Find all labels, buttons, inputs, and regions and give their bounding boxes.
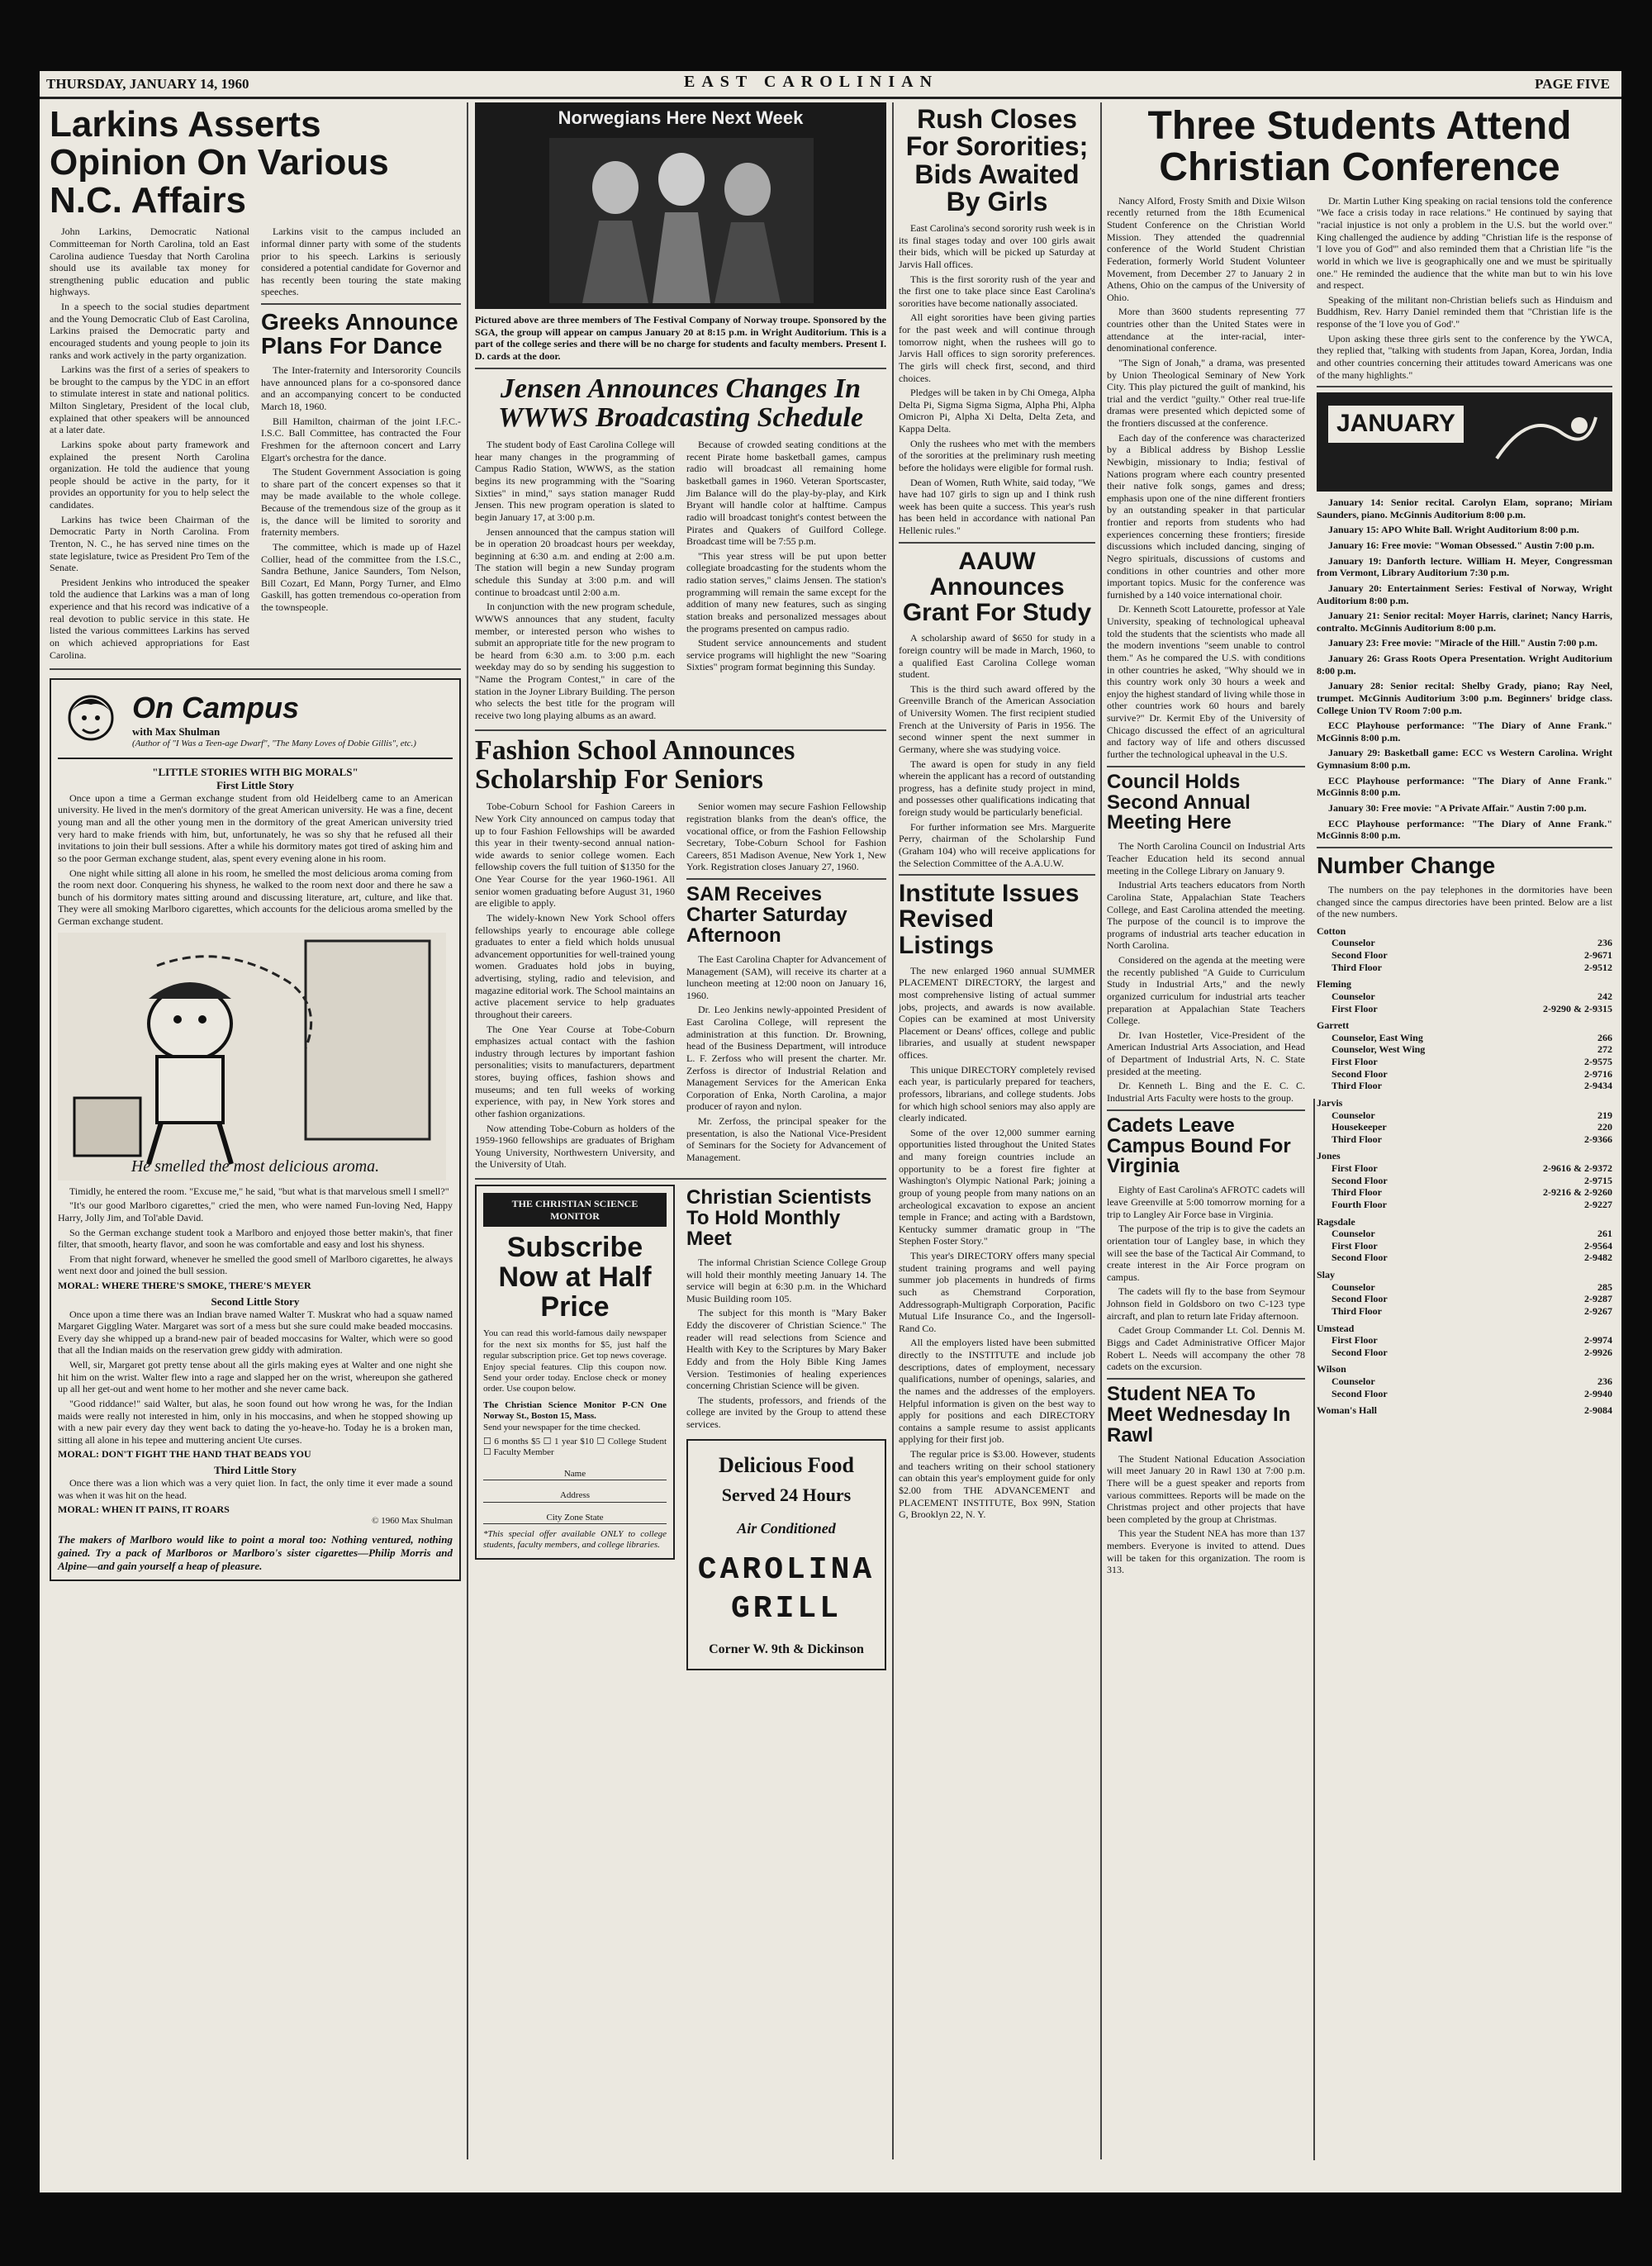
- greeks-paragraph: The committee, which is made up of Hazel Collier, head of the committee from the I.S.C., Sandra Bethune, Janice Saunders, Tom Nelson, Bill Cozart, Ed Mann, Porgy Turner, and Elmo Gaskill, has gotten tremendous co-operation from the townspeople.: [261, 540, 461, 614]
- phone-row: [1317, 1305, 1612, 1318]
- masthead-name: EAST CAROLINIAN: [684, 73, 939, 91]
- greeks-paragraph: The Inter-fraternity and Intersorority Councils have announced plans for a co-sponsored dance and an accompanying concert to be conducted March 18, 1960.: [261, 364, 461, 413]
- phone-location: Counselor: [1332, 1375, 1375, 1388]
- phone-number: 236: [1597, 1375, 1612, 1388]
- phone-number: 236: [1597, 937, 1612, 949]
- nea-headline: Student NEA To Meet Wednesday In Rawl: [1107, 1382, 1291, 1447]
- aauw-paragraph: This is the third such award offered by the Greenville Branch of the American Association of University Women. The first recipient studied French at the University of Paris in 1956. The second winner spent the next summer in Germany, where she was studying voice.: [899, 682, 1095, 755]
- calendar-item: January 21: Senior recital: Moyer Harris, clarinet; Nancy Harris, contralto. McGinnis Auditorium 8:00 p.m.: [1317, 610, 1612, 634]
- monitor-ad: [475, 1185, 675, 1560]
- phone-location: Third Floor: [1332, 1186, 1383, 1199]
- phone-location: Second Floor: [1332, 1252, 1388, 1264]
- phone-location: First Floor: [1332, 1162, 1378, 1175]
- phone-number: 2-9575: [1584, 1056, 1612, 1068]
- fashion-headline: Fashion School Announces Scholarship For Seniors: [475, 734, 795, 795]
- calendar-item: January 26: Grass Roots Opera Presentation. Wright Auditorium 8:00 p.m.: [1317, 653, 1612, 677]
- cadets-headline: Cadets Leave Campus Bound For Virginia: [1107, 1114, 1291, 1178]
- story-paragraph: Once upon a time there was an Indian brave named Walter T. Muskrat who had a squaw named Margaret Giggling Water. Margaret was sort of a mess but she sure could make beaded moccasins. Every day she whipped up a brand-new pair of beaded moccasins for Walter, which were so good that all the Indian maids on the reservation grew giddy with admiration.: [58, 1308, 453, 1356]
- phone-number: 2-9434: [1584, 1080, 1612, 1092]
- conference-paragraph: Upon asking these three girls sent to the conference by the YWCA, they replied that, "talking with students from Japan, Korea, Jordan, India and other countries concerning their attitudes toward Americans was one of the many highlights.": [1317, 332, 1612, 381]
- calendar-decoration-icon: [1488, 401, 1604, 483]
- womans-hall-label: Woman's Hall: [1317, 1404, 1378, 1417]
- number-change-intro: The numbers on the pay telephones in the dormitories have been changed since the campus directories have been printed. Below are a list of the new numbers.: [1317, 883, 1612, 920]
- phone-row: [1317, 1121, 1612, 1133]
- calendar-item: January 23: Free movie: "Miracle of the Hill." Austin 7:00 p.m.: [1328, 637, 1598, 649]
- phone-row: [1317, 1068, 1612, 1081]
- phone-row: [1317, 1199, 1612, 1211]
- story-series-title: "LITTLE STORIES WITH BIG MORALS": [152, 766, 358, 779]
- phone-number: 2-9227: [1584, 1198, 1612, 1210]
- moral-1: MORAL: WHERE THERE'S SMOKE, THERE'S MEYER: [58, 1280, 311, 1292]
- greeks-paragraph: Bill Hamilton, chairman of the joint I.F.C.-I.S.C. Ball Committee, has contracted the Four Freshmen for the afternoon concert and Larry Elgart's orchestra for the dance.: [261, 415, 461, 463]
- conference-paragraph: Dr. Martin Luther King speaking on racial tensions told the conference "We face a crisis today in race relations." He continued by saying that "racial injustice is not only a problem in the U.S. but the world over." King challenged the audience by adding "Christian life is the response of 'I love you of God'" and also reminded them that a Christian life "is the world in which we live is geographically one and we must be spiritually one." He reminded the audience that the white man but to win his love and respect.: [1317, 194, 1612, 292]
- phone-location: Counselor: [1332, 990, 1375, 1002]
- phone-number: 285: [1597, 1280, 1612, 1293]
- phone-number: 2-9715: [1584, 1174, 1612, 1186]
- phone-number: 272: [1597, 1043, 1612, 1056]
- institute-paragraph: This year's DIRECTORY offers many special student training programs and well paying summer job placements in hundreds of firms such as Chemstrand Corporation, Addressograph-Multigraph Corporation, Pacific Mutual Life Insurance Co., and the Ingersoll-Rand Co.: [899, 1250, 1095, 1334]
- phone-row: [1317, 1388, 1612, 1400]
- institute-paragraph: The new enlarged 1960 annual SUMMER PLACEMENT DIRECTORY, the largest and most comprehensive listing of actual summer jobs, projects, and awards is now available. Copies can be examined at most University Placement or Deans' offices, college and public libraries, and usually at student newspaper offices.: [899, 964, 1095, 1062]
- fashion-paragraph: The widely-known New York School offers fellowships yearly to encourage able college graduates to enter a field which holds unusual advancement opportunities for well-trained young women. Graduates hold jobs in buying, advertising, styling, radio and television, and magazine editorial work. The School maintains an active placement service to help graduates throughout their careers.: [475, 911, 675, 1020]
- calendar-item: January 15: APO White Ball. Wright Auditorium 8:00 p.m.: [1328, 524, 1579, 536]
- phone-row: [1317, 1080, 1612, 1092]
- christian-science-headline: Christian Scientists To Hold Monthly Meet: [686, 1186, 872, 1250]
- cartoon-caption: He smelled the most delicious aroma.: [131, 1157, 380, 1176]
- on-campus-title: On Campus: [132, 690, 300, 724]
- phone-number: 219: [1597, 1109, 1612, 1121]
- phone-row: [1317, 949, 1612, 962]
- phone-row: [1317, 1056, 1612, 1068]
- monitor-options[interactable]: ☐ 6 months $5 ☐ 1 year $10 ☐ College Student ☐ Faculty Member: [483, 1437, 667, 1458]
- aauw-paragraph: For further information see Mrs. Marguerite Perry, chairman of the Scholarship Fund (Graham 104) who will receive applications for the Selection Committee of the A.A.U.W.: [899, 820, 1095, 869]
- masthead-date: THURSDAY, JANUARY 14, 1960: [46, 76, 249, 92]
- council-headline: Council Holds Second Annual Meeting Here: [1107, 770, 1251, 834]
- phone-location: Third Floor: [1332, 1304, 1383, 1317]
- grill-name1: CAROLINA: [697, 1552, 876, 1589]
- copyright: © 1960 Max Shulman: [372, 1515, 453, 1526]
- column-rule: [892, 102, 894, 2159]
- phone-row: [1317, 1109, 1612, 1122]
- calendar-item: January 28: Senior recital: Shelby Grady, piano; Ray Neel, trumpet. McGinnis Auditorium 3:00 p.m. Beginners' bridge class. College Union TV Room 7:00 p.m.: [1317, 680, 1612, 716]
- phone-row: [1317, 1162, 1612, 1175]
- rush-paragraph: This is the first sorority rush of the year and the first one to take place since East Carolina's sororities have become nationally associated.: [899, 273, 1095, 309]
- column-center: [475, 102, 886, 2168]
- norwegian-dancers-image-icon: [475, 130, 886, 303]
- phone-location: Counselor, West Wing: [1332, 1043, 1426, 1056]
- phone-number: 220: [1597, 1121, 1612, 1133]
- calendar-list: [1317, 496, 1612, 842]
- masthead-page: PAGE FIVE: [1535, 76, 1610, 92]
- phone-number: 2-9671: [1584, 949, 1612, 962]
- phone-row: [1317, 1043, 1612, 1056]
- jensen-headline: Jensen Announces Changes In WWWS Broadcasting Schedule: [497, 373, 864, 433]
- calendar-item: ECC Playhouse performance: "The Diary of Anne Frank." McGinnis 8:00 p.m.: [1317, 774, 1612, 799]
- monitor-body: You can read this world-famous daily newspaper for the next six months for $5, just half the regular subscription price. Get top news coverage. Enjoy special features. Clip this coupon now. Send your order today. Enclose check or money order. Use coupon below.: [483, 1328, 667, 1394]
- grill-line2: Served 24 Hours: [721, 1485, 852, 1506]
- column-rule: [1100, 102, 1102, 2159]
- phone-location: Second Floor: [1332, 1346, 1388, 1358]
- greeks-paragraph: The Student Government Association is going to share part of the concert expenses so that it may be made available to the whole college. Because of the tremendous size of the group as it is, the dance will be limited to sorority and fraternity members.: [261, 466, 461, 539]
- phone-location: Counselor: [1332, 1280, 1375, 1293]
- jensen-paragraph: "This year stress will be put upon better collegiate broadcasting for the students whom the radio station serves," claims Jensen. The station's programming will remain the same except for the addition of many new features, such as singing station breaks and personalized messages about the programs presented on campus radio.: [686, 549, 886, 634]
- nea-paragraph: The Student National Education Association will meet January 20 in Rawl 130 at 7:00 p.m. There will be a guest speaker and reports from various committees. Reports will be made on the Christmas project and other projects that have been completed by the group at Christmas.: [1107, 1452, 1305, 1525]
- calendar-item: January 16: Free movie: "Woman Obsessed." Austin 7:00 p.m.: [1328, 539, 1595, 552]
- conference-paragraph: Dr. Kenneth Scott Latourette, professor at Yale University, speaking of technological upheaval told the students that the scientists who made all the modern inventions "seem unable to control them." As he compared the U.S. with conditions in other countries he asked, "Why should we in this country work only 30 hours a week and enjoy the highest standard of living while those in other countries work 60 hours and barely survive?" Dr. Kermit Eby of the University of Chicago discussed the effect of an agricultural and factory way of life and others discussed further the technological upheaval in the U.S.: [1107, 603, 1305, 760]
- story-paragraph: Timidly, he entered the room. "Excuse me," he said, "but what is that marvelous smell I smell?": [69, 1185, 449, 1197]
- marlboro-footer: The makers of Marlboro would like to point a moral too: Nothing ventured, nothing gained. Try a pack of Marlboros or Marlboro's sister cigarettes—Philip Morris and Alpine—and gain yourself a heap of pleasure.: [58, 1533, 453, 1572]
- monitor-send: Send your newspaper for the time checked.: [483, 1422, 641, 1432]
- calendar-item: January 14: Senior recital. Carolyn Elam, soprano; Miriam Saunders, piano. McGinnis Auditorium 8:00 p.m.: [1317, 496, 1612, 520]
- dorm-name: Fleming: [1317, 978, 1351, 990]
- phone-location: Third Floor: [1332, 1080, 1383, 1092]
- council-paragraph: Industrial Arts teachers educators from North Carolina State, Appalachian State Teachers College, and East Carolina attended the meeting. The purpose of the council is to improve the programs of industrial arts teacher education in North Carolina.: [1107, 879, 1305, 952]
- story-paragraph: Well, sir, Margaret got pretty tense about all the girls making eyes at Walter and one night she hit him on the wrist. Walter flew into a rage and slapped her on the wrist, whereupon she gathered up all her get-out and went home to her mother and she never came back.: [58, 1359, 453, 1395]
- rush-paragraph: Dean of Women, Ruth White, said today, "We have had 107 girls to sign up and I think rush week has been quite a success. This year's rush has been held in accordance with national Pan Hellenic rules.": [899, 476, 1095, 537]
- cs-paragraph: The students, professors, and friends of the college are invited by the Group to attend these services.: [686, 1394, 886, 1431]
- rush-paragraph: East Carolina's second sorority rush week is in its final stages today and over 100 girls await their bids, which will be picked up Saturday at Jarvis Hall offices.: [899, 222, 1095, 270]
- phone-row: [1317, 1175, 1612, 1187]
- institute-paragraph: All the employers listed have been submitted directly to the INSTITUTE and include job descriptions, dates of employment, necessary qualifications, number of openings, salaries, and the names and the addresses of the employers. Helpful information is given on the best way to apply for positions and each DIRECTORY contains a sample resume to assist applicants applying for their first job.: [899, 1337, 1095, 1446]
- phone-number: 2-9512: [1584, 961, 1612, 973]
- sam-paragraph: Mr. Zerfoss, the principal speaker for the presentation, is also the National Vice-President of Seminars for the Society for Advancement of Management.: [686, 1115, 886, 1163]
- council-paragraph: The North Carolina Council on Industrial Arts Teacher Education held its second annual meeting in the College Library on January 9.: [1107, 840, 1305, 876]
- phone-location: Fourth Floor: [1332, 1198, 1387, 1210]
- larkins-article: [50, 106, 461, 663]
- rush-headline: Rush Closes For Sororities; Bids Awaited By Girls: [905, 104, 1089, 216]
- phone-location: Counselor: [1332, 1109, 1375, 1121]
- larkins-paragraph: President Jenkins who introduced the speaker told the audience that Larkins was a man of long experience and that his record was indicative of a real devotion to public service in this state. He listed the various committees Larkins has served on which achieved appropriations for East Carolina.: [50, 576, 249, 661]
- phone-number: 261: [1597, 1228, 1612, 1240]
- calendar-item: ECC Playhouse performance: "The Diary of Anne Frank." McGinnis 8:00 p.m.: [1317, 720, 1612, 743]
- phone-number: 2-9366: [1584, 1133, 1612, 1145]
- grill-address: Corner W. 9th & Dickinson: [709, 1641, 864, 1656]
- dorm-name: Jones: [1317, 1150, 1341, 1162]
- fashion-paragraph: Senior women may secure Fashion Fellowship registration blanks from the dean's office, the vocational office, or from the Fashion Fellowship Secretary, Tobe-Coburn School for Fashion Careers, 851 Madison Avenue, New York 1, New York. Registration closes January 27, 1960.: [686, 800, 886, 873]
- conference-paragraph: Each day of the conference was characterized by a Biblical address by Bishop Lesslie Newbigin, missionary to India; festival of Nations program where each country presented their native folk songs, games and dress; emphasis upon one of the nine different frontiers by an outstanding speaker in that particular frontier and reports from students who had experiences concerning these frontiers; fireside discussions which included dancing, singing of Negro spirituals, discussions of customs and conditions in other countries and other more important topics. Music for the conference was furnished by a 140 voice international choir.: [1107, 431, 1305, 601]
- womans-hall-row: [1317, 1404, 1612, 1417]
- grill-name2: GRILL: [730, 1590, 843, 1627]
- larkins-paragraph: Larkins has twice been Chairman of the Democratic Party in North Carolina. From Trenton, N. C., he has served nine times on the state legislature, twice as President Pro Tem of the Senate.: [50, 513, 249, 574]
- dorm-name: Jarvis: [1317, 1096, 1343, 1109]
- phone-number: 2-9267: [1584, 1304, 1612, 1317]
- norwegians-caption: Pictured above are three members of The Festival Company of Norway troupe. Sponsored by the SGA, the group will appear on campus January 20 at 8:15 p.m. in Wright Auditorium. This is a part of the college series and there will be no charge for students and faculty members. Present I. D. cards at the door.: [475, 314, 886, 362]
- cadets-paragraph: Cadet Group Commander Lt. Col. Dennis M. Biggs and Cadet Administrative Officer Major Robert L. Needs will accompany the other 78 cadets on the excursion.: [1107, 1324, 1305, 1373]
- sam-headline: SAM Receives Charter Saturday Afternoon: [686, 883, 847, 947]
- norwegians-headline: Norwegians Here Next Week: [558, 107, 804, 128]
- phone-location: Second Floor: [1332, 1387, 1388, 1399]
- cadets-paragraph: Eighty of East Carolina's AFROTC cadets will leave Greenville at 5:00 tomorrow morning for a trip to Langley Air Force base in Virginia.: [1107, 1184, 1305, 1220]
- larkins-paragraph: Larkins spoke about party framework and explained the present North Carolina organization. He told the audience that young people should be active in the party, for it provides an opportunity for you to help select the candidates.: [50, 438, 249, 511]
- grill-line3: Air Conditioned: [737, 1520, 836, 1537]
- masthead: [40, 71, 1621, 99]
- fashion-paragraph: Now attending Tobe-Coburn as holders of the 1959-1960 fellowships are graduates of Brigham Young University, Northwestern University, and the University of Utah.: [475, 1122, 675, 1171]
- phone-location: Second Floor: [1332, 1174, 1388, 1186]
- cs-paragraph: The informal Christian Science College Group will hold their monthly meeting January 14. The service will begin at 6:30 p.m. in the Whichard Music Building room 105.: [686, 1256, 886, 1304]
- grill-line1: Delicious Food: [719, 1452, 854, 1477]
- column-left: [50, 102, 461, 2168]
- column-center-right: [899, 102, 1095, 2168]
- conference-paragraph: Nancy Alford, Frosty Smith and Dixie Wilson recently returned from the 18th Ecumenical Student Conference on the Christian World Mission. They attended the quadrennial conference of the World Student Christian Federation, formerly World Student Volunteer Movement, from December 27 to January 2 in Athens, Ohio on the campus of the University of Ohio.: [1107, 194, 1305, 303]
- monitor-headline: Subscribe Now at Half Price: [498, 1232, 652, 1323]
- phone-row: [1317, 1293, 1612, 1305]
- column-rule: [467, 102, 468, 2159]
- phone-row: [1317, 1186, 1612, 1199]
- on-campus-byline: (Author of "I Was a Teen-age Dwarf", "The Many Loves of Dobie Gillis", etc.): [132, 739, 416, 749]
- phone-number: 2-9287: [1584, 1293, 1612, 1305]
- cartoon-drawing-icon: [58, 933, 446, 1181]
- nea-paragraph: This year the Student NEA has more than 137 members. Everyone is invited to attend. Dues will be taken for this organization. The room is 313.: [1107, 1527, 1305, 1576]
- phone-row: [1317, 1133, 1612, 1146]
- calendar-item: January 19: Danforth lecture. William H. Meyer, Congressman from Vermont, Library Auditorium 7:30 p.m.: [1317, 554, 1612, 579]
- calendar-item: January 29: Basketball game: ECC vs Western Carolina. Wright Gymnasium 8:00 p.m.: [1317, 747, 1612, 772]
- calendar-item: January 20: Entertainment Series: Festival of Norway, Wright Auditorium 8:00 p.m.: [1317, 582, 1612, 606]
- jensen-paragraph: The student body of East Carolina College will hear many changes in the programming of Campus Radio Station, WWWS, as the station begins its new programming with the "Soaring Sixties" in mind," says station manager Rudd Jensen. This new program operation is slated to begin January 17, at 3:00 p.m.: [475, 439, 675, 523]
- phone-location: First Floor: [1332, 1239, 1378, 1252]
- phone-number: 2-9716: [1584, 1067, 1612, 1080]
- phone-location: Second Floor: [1332, 949, 1388, 962]
- council-paragraph: Dr. Ivan Hostetler, Vice-President of the American Industrial Arts Association, and Head of Department of Industrial Arts, N. C. State presided at the meeting.: [1107, 1028, 1305, 1077]
- coupon-field-city[interactable]: City Zone State: [483, 1513, 667, 1524]
- story-paragraph: Once upon a time a German exchange student from old Heidelberg came to an American university. He lived in the men's dormitory of the great American university. He was a fine, decent young man and all the other young men in the dormitory of the great American university tried very hard to make friends with him, but, unfortunately, he was so shy that he refused all their invitations to join their bull sessions. After a while his dormitory mates got tired of asking him and so the poor German exchange student, alas, spent every evening alone in his room.: [58, 791, 453, 864]
- phone-row: [1317, 1281, 1612, 1294]
- jensen-paragraph: Because of crowded seating conditions at the recent Pirate home basketball games, campus radio will broadcast all remaining home basketball games in 1960. Veteran Sportscaster, Jim Balance will do the play-by-play, and Kirk Bryant will handle color at halftime. Campus radio will broadcast tonight's contest between the Pirates and Quakers of Guilford College. Broadcast time will be 7:55 p.m.: [686, 439, 886, 548]
- monitor-address: The Christian Science Monitor P-CN One Norway St., Boston 15, Mass.: [483, 1399, 667, 1422]
- column-right: [1107, 102, 1612, 2168]
- phone-number: 2-9564: [1584, 1239, 1612, 1252]
- rush-paragraph: All eight sororities have been giving parties for the past week and will continue through tomorrow night, when the rushees will go to Jarvis Hall offices to sign sorority preferences. The girls will check first, second, and third choices.: [899, 311, 1095, 384]
- cadets-paragraph: The purpose of the trip is to give the cadets an orientation tour of Langley base, in which they will see the base of the Tactical Air Command, to create interest in the Air Force program on campus.: [1107, 1223, 1305, 1283]
- phone-row: [1317, 990, 1612, 1003]
- three-students-headline: Three Students Attend Christian Conference: [1147, 104, 1572, 189]
- phone-row: [1317, 1252, 1612, 1264]
- on-campus-with: with Max Shulman: [132, 725, 221, 739]
- monitor-note: *This special offer available ONLY to college students, faculty members, and college libraries.: [483, 1529, 667, 1551]
- conference-paragraph: More than 3600 students representing 77 countries other than the United States were in attendance at the inter-racial, inter-denominational conference.: [1107, 306, 1305, 354]
- fashion-paragraph: The One Year Course at Tobe-Coburn emphasizes actual contact with the fashion industry through lectures by important fashion personalities; visits to manufacturers, department stores, buying offices, fashion shows and museums; and ten full weeks of working experience, with pay, in New York stores and other fashion organizations.: [475, 1023, 675, 1119]
- greeks-headline: Greeks Announce Plans For Dance: [261, 309, 458, 359]
- story-paragraph: So the German exchange student took a Marlboro and enjoyed those better makin's, that finer filter, that smooth, hearty flavor, and soon he was comfortable and easy and lost his shyness.: [58, 1226, 453, 1251]
- phone-number: 2-9974: [1584, 1334, 1612, 1347]
- larkins-paragraph: Larkins was the first of a series of speakers to be brought to the campus by the YDC in an effort to stimulate interest in state and national politics. Milton Singletary, President of the local club, explained that other speakers will be announced at a later date.: [50, 363, 249, 436]
- phone-number: 2-9482: [1584, 1252, 1612, 1264]
- moral-3: MORAL: WHEN IT PAINS, IT ROARS: [58, 1504, 230, 1516]
- conference-paragraph: "The Sign of Jonah," a drama, was presented by Union Theological Seminary of New York City. This play pictured the guilt of mankind, his trial and the verdict "guilty." Other real true-life dramas were presented which depicted some of the frontiers discussed at the conference.: [1107, 356, 1305, 430]
- sam-paragraph: Dr. Leo Jenkins newly-appointed President of East Carolina College, will represent the administration at this function. Dr. Browning, head of the Business Department, will introduce L. F. Zerfoss who will present the charter. Mr. Zerfoss is director of Industrial Relation and Management Services for the American Enka Corporation of Enka, North Carolina, a major producer of rayon and nylon.: [686, 1004, 886, 1113]
- story-paragraph: From that night forward, whenever he smelled the good smell of Marlboro cigarettes, he always went next door and joined the bull session.: [58, 1252, 453, 1277]
- jensen-paragraph: Student service announcements and student service programs will highlight the new "Soaring Sixties" program format beginning this Sunday.: [686, 637, 886, 673]
- phone-location: First Floor: [1332, 1056, 1378, 1068]
- moral-2: MORAL: DON'T FIGHT THE HAND THAT BEADS YOU: [58, 1448, 311, 1461]
- on-campus-column: [50, 678, 461, 1581]
- aauw-paragraph: The award is open for study in any field wherein the applicant has a record of outstanding progress, has a definite study project in mind, and possesses other qualifications indicating that foreign study would be particularly beneficial.: [899, 758, 1095, 818]
- calendar-banner: [1317, 392, 1612, 492]
- story-paragraph: "Good riddance!" said Walter, but alas, he soon found out how wrong he was, for the Indian maids were really not interested in him, only in his moccasins, and when he stopped showing up with a new pair every day they went back to dating the yo-heave-ho. Today he is a broken man, sitting all alone in his tepee and muttering ancient Ute curses.: [58, 1397, 453, 1446]
- phone-row: [1317, 1032, 1612, 1044]
- monitor-logo: THE CHRISTIAN SCIENCE MONITOR: [483, 1193, 667, 1227]
- larkins-paragraph: John Larkins, Democratic National Committeeman for North Carolina, told an East Carolina audience Tuesday that North Carolina should use its available tax money for strengthening public education and public highways.: [50, 226, 249, 298]
- phone-location: Second Floor: [1332, 1067, 1388, 1080]
- jensen-paragraph: Jensen announced that the campus station will be in operation 20 broadcast hours per weekday, beginning at 6:30 a.m. and ending at 2:00 a.m. The station will begin a new Sunday program schedule this Sunday at 3:00 p.m. and will continue to broadcast until 2:00 a.m.: [475, 525, 675, 598]
- phone-row: [1317, 1003, 1612, 1015]
- number-change-headline: Number Change: [1317, 852, 1496, 878]
- fashion-paragraph: Tobe-Coburn School for Fashion Careers in New York City announced on campus today that up to four Fashion Fellowships will be awarded this year in their twenty-second annual nation-wide awards to senior college women. Each fellowship covers the full tuition of $1350 for the One Year Course for the year 1960-1961. All senior women graduating before August 31, 1960 are eligible to apply.: [475, 800, 675, 910]
- phone-number: 2-9616 & 2-9372: [1543, 1162, 1612, 1175]
- phone-number: 242: [1597, 990, 1612, 1002]
- phone-location: Third Floor: [1332, 1133, 1383, 1145]
- institute-paragraph: The regular price is $3.00. However, students and teachers writing on their school stationery can obtain this year's employment guide for only $2.00 from THE ADVANCEMENT and PLACEMENT INSTITUTE, Box 99N, Station G, Brooklyn 22, N. Y.: [899, 1448, 1095, 1521]
- dorm-name: Wilson: [1317, 1363, 1346, 1375]
- story-paragraph: Once there was a lion which was a very quiet lion. In fact, the only time it ever made a sound was when it was hit on the head.: [58, 1476, 453, 1501]
- phone-location: Counselor: [1332, 937, 1375, 949]
- story3-title: Third Little Story: [214, 1464, 297, 1477]
- norwegians-photo: [475, 102, 886, 309]
- council-paragraph: Considered on the agenda at the meeting were the recently published "A Guide to Curriculum Study in Industrial Arts," and the newly organized curriculum for industrial arts teacher preparation at Appalachian State Teachers College.: [1107, 954, 1305, 1027]
- phone-location: Counselor: [1332, 1228, 1375, 1240]
- womans-hall-number: 2-9084: [1584, 1404, 1612, 1417]
- aauw-paragraph: A scholarship award of $650 for study in a foreign country will be made in March, 1960, to a qualified East Carolina College woman student.: [899, 632, 1095, 681]
- cs-paragraph: The subject for this month is "Mary Baker Eddy the discoverer of Christian Science." The reader will read selections from Science and Health with Key to the Scriptures by Mary Baker Eddy and from the Holy Bible King James Version. Testimonies of healing experiences concerning Christian Science will be given.: [686, 1307, 886, 1392]
- council-paragraph: Dr. Kenneth L. Bing and the E. C. C. Industrial Arts Faculty were hosts to the group.: [1107, 1080, 1305, 1104]
- story2-title: Second Little Story: [211, 1295, 300, 1308]
- dorm-name: Cotton: [1317, 924, 1346, 937]
- story-paragraph: "It's our good Marlboro cigarettes," cried the men, who were named Fun-loving Ned, Happy Harry, Jolly Jim, and Tol'able David.: [58, 1200, 453, 1223]
- calendar-title: JANUARY: [1328, 406, 1464, 443]
- larkins-paragraph: Larkins visit to the campus included an informal dinner party with some of the students prior to his speech. Larkins is seriously considered a potential candidate for Governor and has recently been touring the state making speeches.: [261, 226, 461, 298]
- cartoon-illustration: [58, 933, 453, 1181]
- phone-number: 2-9290 & 2-9315: [1543, 1002, 1612, 1014]
- institute-paragraph: Some of the over 12,000 summer earning opportunities listed throughout the United States and many foreign countries include an opportunity to be a forest fire fighter at Washington's Olympic National Park; joining a group of young people from many nations on an archeological excavation to expose an ancient temple in France; and acting with a Bardstown, Kentucky summer dramatic group in "The Stephen Foster Story.": [899, 1126, 1095, 1247]
- coupon-field-name[interactable]: Name: [483, 1469, 667, 1480]
- phone-directory: [1317, 925, 1612, 1400]
- phone-number: 2-9216 & 2-9260: [1543, 1186, 1612, 1199]
- caricature-icon: [58, 686, 124, 753]
- phone-row: [1317, 962, 1612, 974]
- dorm-name: Umstead: [1317, 1322, 1355, 1334]
- dorm-name: Garrett: [1317, 1019, 1350, 1032]
- dorm-name: Ragsdale: [1317, 1215, 1355, 1228]
- jensen-paragraph: In conjunction with the new program schedule, WWWS announces that any student, faculty member, or interested person who wishes to submit an appropriate title for the new program to be heard from 6:30 a.m. to 3:00 p.m. each weekday may do so by sending his suggestion to "Name the Program Contest," in care of the station in the Joyner Library Building. The person who selects the best title for the program will receive two long playing albums as an award.: [475, 601, 675, 721]
- phone-location: Third Floor: [1332, 961, 1383, 973]
- phone-location: First Floor: [1332, 1002, 1378, 1014]
- phone-location: Housekeeper: [1332, 1121, 1387, 1133]
- conference-paragraph: Speaking of the militant non-Christian beliefs such as Hinduism and Buddhism, Rev. Harry Daniel reminded them that "Christian life is the response of the 'I love you of God'.": [1317, 293, 1612, 330]
- phone-row: [1317, 1347, 1612, 1359]
- institute-paragraph: This unique DIRECTORY completely revised each year, is particularly prepared for teachers, professors, librarians, and college students. Jobs for which high school seniors may also apply are clearly indicated.: [899, 1063, 1095, 1124]
- cadets-paragraph: The cadets will fly to the base from Seymour Johnson field in Goldsboro on two C-123 type aircraft, and plan to return late Friday afternoon.: [1107, 1285, 1305, 1322]
- dorm-name: Slay: [1317, 1269, 1336, 1281]
- institute-headline: Institute Issues Revised Listings: [899, 880, 1080, 959]
- calendar-item: ECC Playhouse performance: "The Diary of Anne Frank." McGinnis 8:00 p.m.: [1317, 817, 1612, 842]
- phone-row: [1317, 1334, 1612, 1347]
- larkins-paragraph: In a speech to the social studies department and the Young Democratic Club of East Carolina, Larkins praised the Democratic party and encouraged students and young people to join its ranks and work actively in the party organization.: [50, 301, 249, 361]
- phone-number: 266: [1597, 1031, 1612, 1043]
- calendar-item: January 30: Free movie: "A Private Affair." Austin 7:00 p.m.: [1328, 801, 1587, 814]
- phone-row: [1317, 1375, 1612, 1388]
- phone-location: Second Floor: [1332, 1293, 1388, 1305]
- larkins-headline: Larkins Asserts Opinion On Various N.C. Affairs: [50, 104, 389, 221]
- phone-row: [1317, 937, 1612, 949]
- aauw-headline: AAUW Announces Grant For Study: [902, 547, 1092, 627]
- phone-number: 2-9926: [1584, 1346, 1612, 1358]
- phone-row: [1317, 1228, 1612, 1240]
- rush-paragraph: Pledges will be taken in by Chi Omega, Alpha Delta Pi, Sigma Sigma Sigma, Alpha Phi, Alpha Omicron Pi, Alpha Xi Delta, Delta Zeta, and Kappa Delta.: [899, 387, 1095, 435]
- phone-location: First Floor: [1332, 1334, 1378, 1347]
- story1-title: First Little Story: [216, 778, 294, 791]
- phone-number: 2-9940: [1584, 1387, 1612, 1399]
- sam-paragraph: The East Carolina Chapter for Advancement of Management (SAM), will receive its charter at a luncheon meeting at 12:00 noon on January 16, 1960.: [686, 952, 886, 1001]
- phone-row: [1317, 1240, 1612, 1252]
- rush-paragraph: Only the rushees who met with the members of the sororities at the preliminary rush meeting before the holidays were eligible for formal rush.: [899, 437, 1095, 473]
- story-paragraph: One night while sitting all alone in his room, he smelled the most delicious aroma coming from the room next door. Conquering his shyness, he walked to the room next door and there he saw a bunch of his dormitory mates sitting around and discussing literature, art, culture, and like that. They were all smoking Marlboro cigarettes, which accounts for the delicious aroma smelled by the German exchange student.: [58, 867, 453, 928]
- phone-location: Counselor, East Wing: [1332, 1031, 1423, 1043]
- carolina-grill-ad: [686, 1439, 886, 1671]
- coupon-field-address[interactable]: Address: [483, 1490, 667, 1502]
